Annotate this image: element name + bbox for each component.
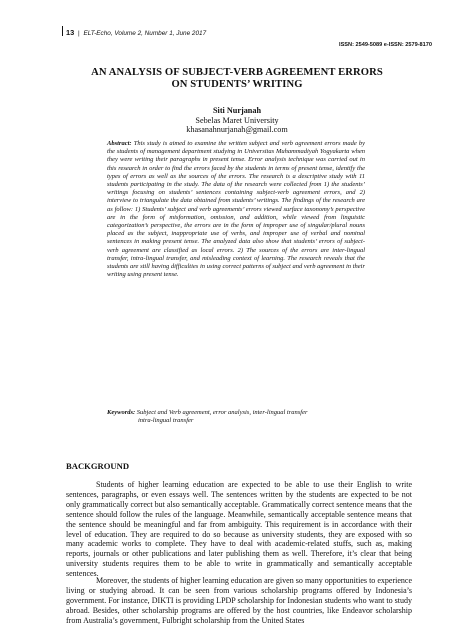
title-line-2: ON STUDENTS’ WRITING [171, 79, 303, 90]
title-line-1: AN ANALYSIS OF SUBJECT-VERB AGREEMENT ERRORS [91, 67, 383, 78]
paragraph-text: Moreover, the students of higher learning education are given so many opportunities to experience living or studying abroad. It can be seen from various scholarship programs offered by Indonesia’s government. For instance, DIKTI is providing LPDP scholarship for Indonesian students who want to study abroad. Besides, other scholarship programs are offered by the host countries, like Endeavor scholarship from Australia’s government, Fulbright scholarship from the United States [66, 576, 412, 625]
paragraph-text: Students of higher learning education are expected to be able to use their English to write sentences, paragraphs, or even essays well. The sentences written by the students are expected to be not only grammatically correct but also semantically acceptable. Grammatically correct sentence means that the sentence should follow the rules of the language. Meanwhile, semantically acceptable sentence means that the sentence should be meaningful and far from ambiguity. This requirement is in accordance with their level of education. They are required to do so because as university students, they are exposed with so many academic works to complete. They have to deal with academic-related stuffs, such as, making reports, journals or other publications and later publishing them as well. Therefore, it’s clear that being university students requires them to be able to write in grammatically and semantically acceptable sentences. [66, 480, 412, 579]
body-paragraph-2 [66, 576, 412, 626]
author-name: Siti Nurjanah [213, 106, 261, 115]
keywords [107, 409, 365, 426]
author-affiliation: Sebelas Maret University [195, 115, 279, 125]
abstract-label: Abstract: [107, 140, 132, 147]
header-separator: | [78, 30, 80, 37]
issn-line: ISSN: 2549-5089 e-ISSN: 2579-8170 [339, 42, 432, 48]
page-number: 13 [66, 28, 75, 37]
section-heading: BACKGROUND [66, 461, 130, 471]
body-paragraph-1 [66, 480, 412, 579]
author-email: khasanahnurjanah@gmail.com [186, 125, 288, 135]
running-head [66, 28, 206, 37]
abstract-text: This study is aimed to examine the written subject and verb agreement errors made by the students of management department studying in Universitas Muhammadiyah Yogyakarta when they were writing their paragraphs in present tense. Error analysis technique was carried out in this research in order to find the errors faced by the students in terms of present tense, identify the types of errors as well as the sources of the errors. The research is a descriptive study with 11 students participating in the study. The data of the research were collected from 1) the students’ writings focusing on students’ sentences containing subject-verb agreement errors, and 2) interview to triangulate the data obtained from students’ writings. The findings of the research are as follow: 1) Students’ subject and verb agreements’ errors viewed surface taxonomy’s perspective are in the form of misformation, omission, and addition, while viewed from linguistic categorization’s perspective, the errors are in the form of improper use of singular/plural nouns placed as the subject, inappropriate use of verbs, and improper use of verbal and nominal sentences in making present tense. The analyzed data also show that students’ errors of subject-verb agreement are classified as local errors. 2) The sources of the errors are inter-lingual transfer, intra-lingual transfer, and misleading context of learning. The research reveals that the students are still having difficulties in using correct patterns of subject and verb agreement in their writing using present tense. [107, 140, 365, 279]
paper-title [40, 67, 434, 91]
header-rule [62, 26, 63, 36]
keywords-line-1: Subject and Verb agreement, error analysis, inter-lingual transfer [135, 409, 308, 416]
abstract [107, 140, 365, 279]
author-block [0, 106, 474, 135]
keywords-label: Keywords: [107, 409, 136, 416]
keywords-line-2: intra-lingual transfer [138, 417, 194, 425]
journal-name: ELT-Echo, Volume 2, Number 1, June 2017 [83, 30, 207, 37]
